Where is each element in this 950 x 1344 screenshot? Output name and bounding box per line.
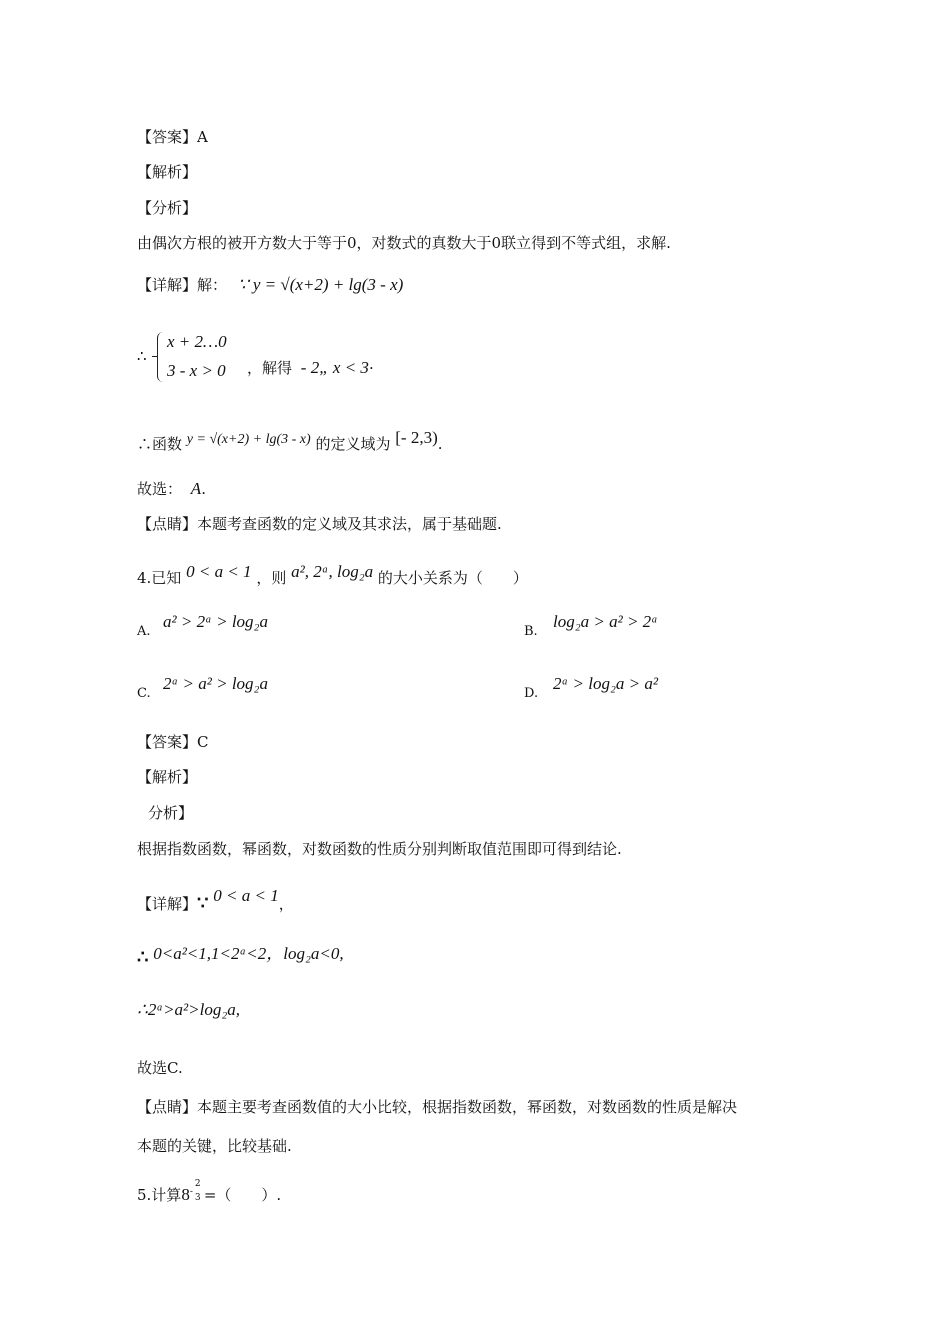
option-label: A. xyxy=(137,624,151,639)
answer-value: A xyxy=(197,128,208,146)
choose-value: A xyxy=(190,479,202,498)
question-4-stem xyxy=(137,562,528,588)
domain-prefix: ∴函数 xyxy=(137,435,183,453)
domain-end: . xyxy=(437,435,443,453)
step-2 xyxy=(137,1000,240,1020)
solve-word: ，解得 xyxy=(247,359,293,377)
option-expr: a² > 2ᵃ > log₂a xyxy=(163,612,268,631)
stem-items: a², 2ᵃ, log₂a xyxy=(291,562,374,581)
fenxi-tag: 【分析】 xyxy=(137,199,198,217)
answer-line-q4 xyxy=(137,732,209,752)
stem-suffix: 的大小关系为（ ） xyxy=(377,569,528,587)
question-5-stem xyxy=(137,1179,282,1205)
comment-text-1: 本题主要考查函数值的大小比较，根据指数函数，幂函数，对数函数的性质是解决 xyxy=(197,1098,738,1116)
fenxi-tag: 分析】 xyxy=(148,804,194,822)
domain-formula: y = √(x+2) + lg(3 - x) xyxy=(186,432,311,447)
step-2-expr: ∴2ᵃ>a²>log₂a, xyxy=(137,1000,241,1019)
step-1-expr: 0<a²<1,1<2ᵃ<2，log₂a<0, xyxy=(153,944,344,963)
stem-mid: ，则 xyxy=(256,569,287,587)
stem-prefix: 4.已知 xyxy=(137,569,182,587)
option-expr: log₂a > a² > 2ᵃ xyxy=(553,612,658,631)
solve-line xyxy=(247,358,374,378)
choose-end: . xyxy=(201,480,206,498)
exponent-denominator: 3 xyxy=(194,1193,201,1203)
comment-text-2: 本题的关键，比较基础. xyxy=(137,1137,292,1155)
answer-value: C xyxy=(197,733,209,751)
detail-line-q3 xyxy=(137,275,403,295)
stem-prefix: 5.计算 xyxy=(137,1186,182,1204)
power-base: 8 xyxy=(181,1185,190,1204)
analysis-tag: 【解析】 xyxy=(137,163,198,181)
domain-mid: 的定义域为 xyxy=(315,435,391,453)
comment-line-q4 xyxy=(137,1097,737,1117)
choose-word: 故选： xyxy=(137,480,183,498)
exponent-numerator: 2 xyxy=(194,1179,201,1189)
comment-line-q3 xyxy=(137,514,502,534)
choose-line-q4: 故选C. xyxy=(137,1059,183,1077)
solve-result: - 2„ x < 3 xyxy=(300,358,369,377)
comment-text: 本题考查函数的定义域及其求法，属于基础题. xyxy=(197,515,502,533)
system-line-2: 3 - x > 0 xyxy=(167,361,226,380)
option-expr: 2ᵃ > a² > log₂a xyxy=(163,674,268,693)
detail-prefix: 解： xyxy=(197,276,228,294)
detail-comma: ， xyxy=(278,895,294,913)
therefore-sym: ∴ xyxy=(137,347,147,365)
option-label: B. xyxy=(524,624,538,639)
solve-end: · xyxy=(368,359,374,377)
option-expr: 2ᵃ > log₂a > a² xyxy=(553,674,658,693)
system-line-1: x + 2…0 xyxy=(167,332,227,351)
detail-tag: 【详解】 xyxy=(137,276,198,294)
option-label: D. xyxy=(524,686,539,701)
detail-condition: 0 < a < 1 xyxy=(213,886,279,905)
answer-tag: 【答案】 xyxy=(137,733,198,751)
comment-tag: 【点睛】 xyxy=(137,1098,198,1116)
because-sym: ∵ xyxy=(197,893,209,914)
step-1 xyxy=(137,944,344,968)
power-exponent xyxy=(189,1179,204,1205)
detail-formula: ∵ y = √(x+2) + lg(3 - x) xyxy=(237,275,404,294)
stem-condition: 0 < a < 1 xyxy=(186,562,252,581)
exponent-sign: - xyxy=(189,1187,193,1197)
comment-tag: 【点睛】 xyxy=(137,515,198,533)
brace-icon xyxy=(157,332,165,382)
domain-interval: [- 2,3) xyxy=(395,428,438,447)
fenxi-text: 由偶次方根的被开方数大于等于0，对数式的真数大于0联立得到不等式组，求解. xyxy=(137,234,671,252)
fenxi-text: 根据指数函数，幂函数，对数函数的性质分别判断取值范围即可得到结论. xyxy=(137,840,622,858)
choose-line-q3 xyxy=(137,479,206,499)
detail-tag: 【详解】 xyxy=(137,895,198,913)
stem-suffix: =（ ）. xyxy=(203,1186,282,1204)
answer-tag: 【答案】 xyxy=(137,128,198,146)
detail-line-q4 xyxy=(137,886,294,914)
inequality-system xyxy=(157,330,247,386)
therefore-sym: ∴ xyxy=(137,947,149,968)
domain-line xyxy=(137,428,443,454)
answer-line-q3 xyxy=(137,127,208,147)
analysis-tag: 【解析】 xyxy=(137,768,198,786)
option-label: C. xyxy=(137,686,151,701)
